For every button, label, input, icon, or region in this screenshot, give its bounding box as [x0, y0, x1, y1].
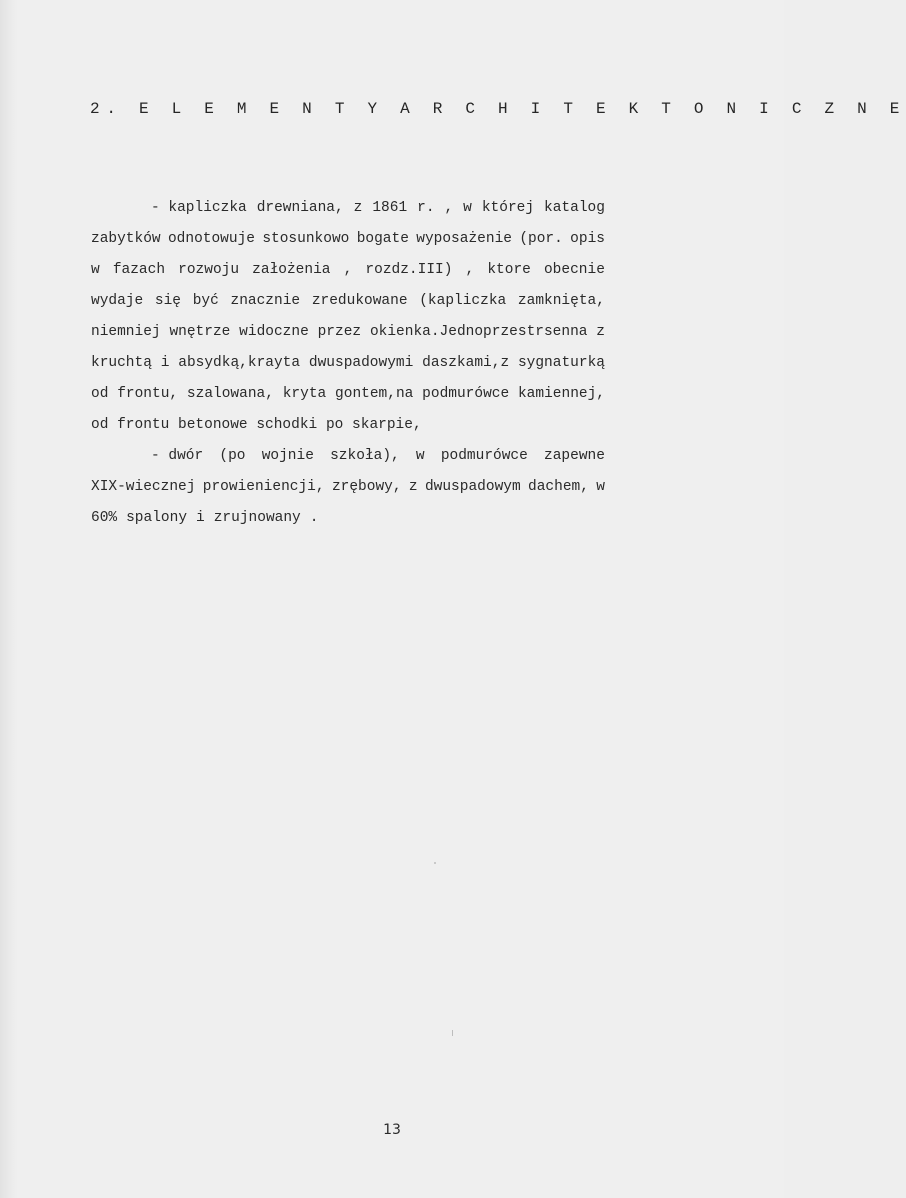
- word: założenia: [252, 262, 331, 278]
- word: dachem,: [528, 479, 589, 495]
- word: 1861: [372, 200, 408, 216]
- text-line: [91, 441, 605, 472]
- word: drewniana,: [256, 200, 344, 216]
- word: widoczne: [239, 324, 309, 340]
- word: z: [408, 479, 418, 495]
- word: podmurówce: [440, 448, 528, 464]
- word: wnętrze: [169, 324, 231, 340]
- word: wyposażenie: [416, 231, 512, 247]
- word: frontu,: [117, 386, 179, 402]
- word: katalog: [544, 200, 605, 216]
- word: kamiennej,: [517, 386, 605, 402]
- word: daszkami,z: [422, 355, 510, 371]
- word: zapewne: [544, 448, 605, 464]
- word: w: [463, 200, 472, 216]
- word: w: [415, 448, 425, 464]
- text-line: [91, 472, 605, 503]
- word: dwuspadowymi: [308, 355, 414, 371]
- text-line: [91, 379, 605, 410]
- word: spalony: [126, 510, 188, 526]
- word: gontem,na: [335, 386, 414, 402]
- word: zabytków: [91, 231, 161, 247]
- word: z: [353, 200, 363, 216]
- word: ,: [465, 262, 475, 278]
- text-line: [91, 255, 605, 286]
- word: odnotowuje: [167, 231, 255, 247]
- word: fazach: [112, 262, 166, 278]
- word: rozdz.III): [365, 262, 453, 278]
- word: zrujnowany: [213, 510, 301, 526]
- word: przez: [317, 324, 362, 340]
- word: się: [154, 293, 182, 309]
- word: - kapliczka: [151, 200, 247, 216]
- word: zamknięta,: [517, 293, 605, 309]
- word: (kapliczka: [419, 293, 507, 309]
- word: dwuspadowym: [424, 479, 521, 495]
- word: bogate: [356, 231, 409, 247]
- word: r.: [417, 200, 435, 216]
- section-heading: 2. E L E M E N T Y A R C H I T E K T O N I C Z N E: [90, 100, 906, 118]
- text-line: [91, 348, 605, 379]
- word: podmurówce: [422, 386, 510, 402]
- word: w: [596, 479, 605, 495]
- paper-speck: [452, 1030, 453, 1036]
- word: (por.: [519, 231, 563, 247]
- body-text: [91, 193, 605, 534]
- word: absydką,krayta: [178, 355, 301, 371]
- word: rozwoju: [178, 262, 240, 278]
- page-number: 13: [383, 1122, 401, 1138]
- word: (po: [219, 448, 246, 464]
- word: 60%: [91, 510, 118, 526]
- word: kryta: [282, 386, 327, 402]
- word: być: [192, 293, 219, 309]
- word: i: [160, 355, 170, 371]
- word: ,: [444, 200, 454, 216]
- word: okienka.Jednoprzestrsenna: [369, 324, 588, 340]
- word: od frontu betonowe schodki po skarpie,: [91, 417, 422, 433]
- word: prowieniencji,: [202, 479, 325, 495]
- word: kruchtą: [91, 355, 152, 371]
- word: stosunkowo: [262, 231, 350, 247]
- text-line: [91, 286, 605, 317]
- word: wojnie: [261, 448, 314, 464]
- word: obecnie: [543, 262, 605, 278]
- word: znacznie: [230, 293, 301, 309]
- word: i: [196, 510, 205, 526]
- word: opis: [570, 231, 605, 247]
- word: od: [91, 386, 109, 402]
- word: której: [481, 200, 535, 216]
- text-line: [91, 410, 605, 441]
- text-line: [91, 317, 605, 348]
- text-line: [91, 224, 605, 255]
- word: w: [91, 262, 100, 278]
- text-line: [91, 193, 605, 224]
- word: XIX-wiecznej: [91, 479, 196, 495]
- word: wydaje: [91, 293, 144, 309]
- text-line: [91, 503, 605, 534]
- word: .: [309, 510, 319, 526]
- word: niemniej: [91, 324, 161, 340]
- word: szkoła),: [330, 448, 400, 464]
- page-binding-edge: [0, 0, 18, 1198]
- paper-speck: [434, 862, 436, 864]
- word: ktore: [487, 262, 531, 278]
- word: zrębowy,: [331, 479, 402, 495]
- word: z: [596, 324, 605, 340]
- word: szalowana,: [186, 386, 274, 402]
- word: ,: [343, 262, 353, 278]
- word: zredukowane: [311, 293, 408, 309]
- word: sygnaturką: [517, 355, 605, 371]
- word: - dwór: [151, 448, 204, 464]
